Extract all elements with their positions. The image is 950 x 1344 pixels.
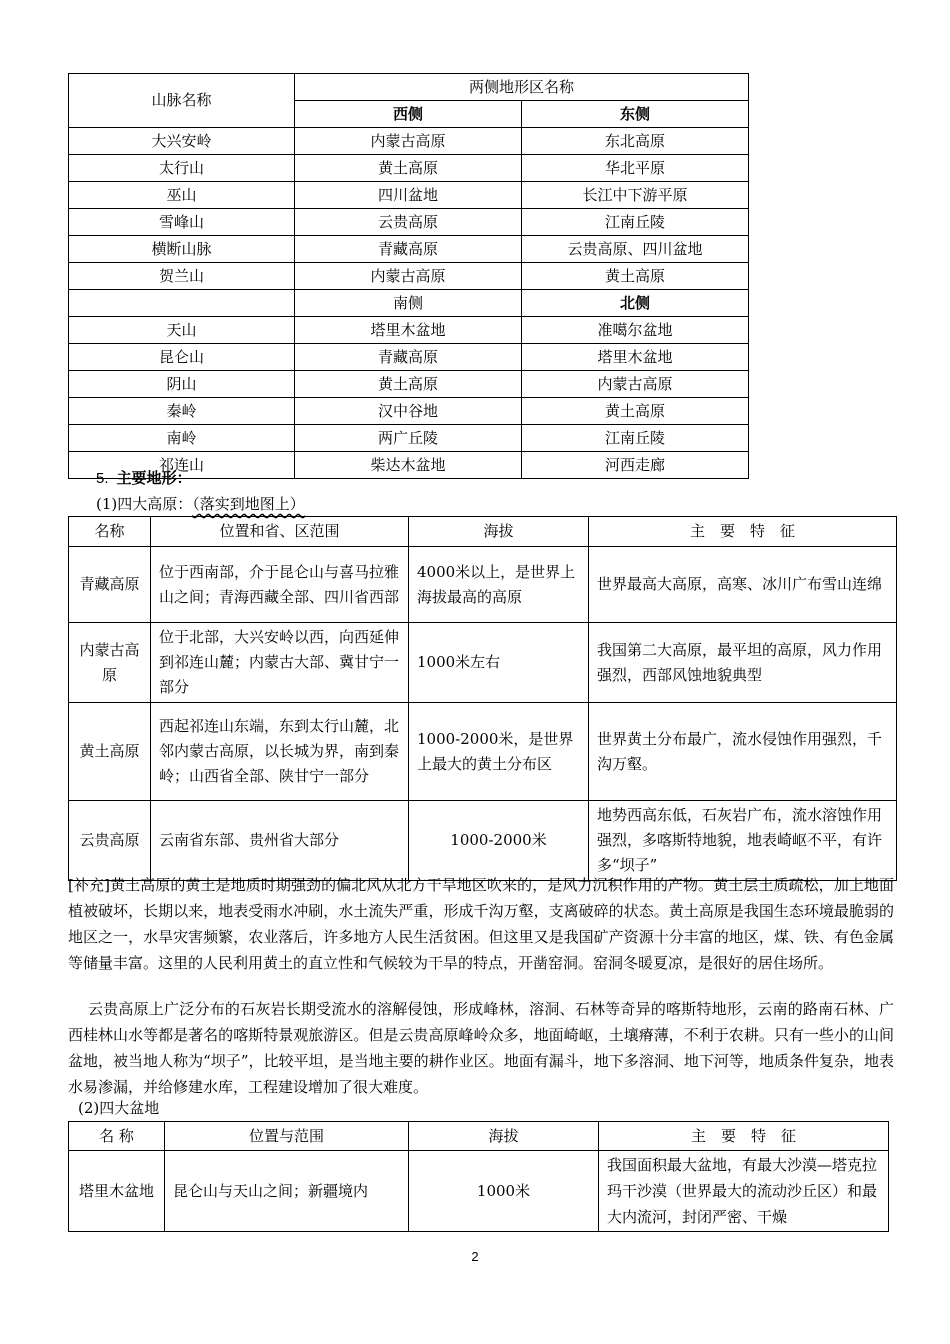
mountain-name-cell: 大兴安岭 [69, 128, 295, 155]
east-terrain-cell: 江南丘陵 [522, 209, 749, 236]
west-terrain-cell: 黄土高原 [295, 155, 522, 182]
south-terrain-cell: 黄土高原 [295, 371, 522, 398]
table-row [69, 623, 897, 703]
east-terrain-cell: 黄土高原 [522, 263, 749, 290]
column-header: 海拔 [409, 1122, 599, 1151]
plateaus-table [68, 516, 897, 881]
table-row [69, 182, 749, 209]
elevation-cell: 1000-2000米，是世界上最大的黄土分布区 [409, 703, 589, 801]
table-row [69, 703, 897, 801]
elevation-cell: 1000米左右 [409, 623, 589, 703]
table-header-row [69, 517, 897, 547]
header-side-terrain: 两侧地形区名称 [295, 74, 749, 101]
features-cell: 世界最高大高原，高寒、冰川广布雪山连绵 [589, 547, 897, 623]
plateaus-subheading [96, 493, 305, 514]
header-east: 东侧 [522, 101, 749, 128]
column-header: 主 要 特 征 [599, 1122, 889, 1151]
mountain-name-cell: 贺兰山 [69, 263, 295, 290]
mountain-name-cell: 巫山 [69, 182, 295, 209]
location-cell: 西起祁连山东端，东到太行山麓，北邻内蒙古高原，以长城为界，南到秦岭；山西省全部、陕甘宁一部分 [151, 703, 409, 801]
location-cell: 位于北部，大兴安岭以西，向西延伸到祁连山麓；内蒙古大部、冀甘宁一部分 [151, 623, 409, 703]
table-row [69, 317, 749, 344]
north-terrain-cell: 河西走廊 [522, 452, 749, 479]
table-row [69, 236, 749, 263]
south-terrain-cell: 青藏高原 [295, 344, 522, 371]
header-mountain-name: 山脉名称 [69, 74, 295, 128]
mountain-name-cell: 雪峰山 [69, 209, 295, 236]
elevation-cell: 4000米以上，是世界上海拔最高的高原 [409, 547, 589, 623]
south-terrain-cell: 塔里木盆地 [295, 317, 522, 344]
west-terrain-cell: 青藏高原 [295, 236, 522, 263]
west-terrain-cell: 内蒙古高原 [295, 128, 522, 155]
mountain-name-cell: 横断山脉 [69, 236, 295, 263]
section-number: 5. [96, 470, 109, 487]
south-terrain-cell: 柴达木盆地 [295, 452, 522, 479]
table-row [69, 209, 749, 236]
plateau-name-cell: 黄土高原 [69, 703, 151, 801]
location-cell: 云南省东部、贵州省大部分 [151, 801, 409, 881]
column-header: 海拔 [409, 517, 589, 547]
location-cell: 位于西南部，介于昆仑山与喜马拉雅山之间；青海西藏全部、四川省西部 [151, 547, 409, 623]
table-row [69, 425, 749, 452]
plateau-name-cell: 内蒙古高原 [69, 623, 151, 703]
north-terrain-cell: 内蒙古高原 [522, 371, 749, 398]
south-terrain-cell: 两广丘陵 [295, 425, 522, 452]
column-header: 名 称 [69, 1122, 165, 1151]
north-terrain-cell: 黄土高原 [522, 398, 749, 425]
location-cell: 昆仑山与天山之间；新疆境内 [165, 1151, 409, 1232]
mountain-name-cell: 南岭 [69, 425, 295, 452]
supplement-loess: [补充]黄土高原的黄土是地质时期强劲的偏北风从北方干旱地区吹来的，是风力沉积作用的产物。黄土层土质疏松，加上地面植被破坏，长期以来，地表受雨水冲刷，水土流失严重，形成千沟万壑，支离破碎的状态。黄土高原是我国生态环境最脆弱的地区之一，水旱灾害频繁，农业落后，许多地方人民生活贫困。但这里又是我国矿产资源十分丰富的地区，煤、铁、有色金属等储量丰富。这里的人民利用黄土的直立性和气候较为干旱的特点，开凿窑洞。窑洞冬暖夏凉，是很好的居住场所。 [68, 876, 894, 972]
table-row [69, 263, 749, 290]
mountain-name-cell: 昆仑山 [69, 344, 295, 371]
table-row [69, 155, 749, 182]
west-terrain-cell: 内蒙古高原 [295, 263, 522, 290]
section-title: 主要地形： [116, 469, 192, 487]
mountain-name-cell: 阴山 [69, 371, 295, 398]
empty-cell [69, 290, 295, 317]
east-terrain-cell: 华北平原 [522, 155, 749, 182]
east-terrain-cell: 东北高原 [522, 128, 749, 155]
basins-table [68, 1121, 889, 1232]
table-row [69, 398, 749, 425]
header-south: 南侧 [295, 290, 522, 317]
north-terrain-cell: 准噶尔盆地 [522, 317, 749, 344]
features-cell: 我国第二大高原，最平坦的高原，风力作用强烈，西部风蚀地貌典型 [589, 623, 897, 703]
mountain-ranges-table [68, 73, 749, 479]
column-header: 位置和省、区范围 [151, 517, 409, 547]
features-cell: 世界黄土分布最广，流水侵蚀作用强烈，千沟万壑。 [589, 703, 897, 801]
supplement-yungui: 云贵高原上广泛分布的石灰岩长期受流水的溶解侵蚀，形成峰林，溶洞、石林等奇异的喀斯特地形，云南的路南石林、广西桂林山水等都是著名的喀斯特景观旅游区。但是云贵高原峰岭众多，地面崎岖，土壤瘠薄，不利于农耕。只有一些小的山间盆地，被当地人称为“坝子”，比较平坦，是当地主要的耕作业区。地面有漏斗，地下多溶洞、地下河等，地质条件复杂，地表水易渗漏，并给修建水库，工程建设增加了很大难度。 [68, 1000, 894, 1096]
column-header: 主 要 特 征 [589, 517, 897, 547]
column-header: 位置与范围 [165, 1122, 409, 1151]
mountain-name-cell: 祁连山 [69, 452, 295, 479]
plateau-name-cell: 青藏高原 [69, 547, 151, 623]
west-terrain-cell: 云贵高原 [295, 209, 522, 236]
table-row [69, 344, 749, 371]
table-row [69, 290, 749, 317]
south-terrain-cell: 汉中谷地 [295, 398, 522, 425]
plateau-name-cell: 云贵高原 [69, 801, 151, 881]
elevation-cell: 1000米 [409, 1151, 599, 1232]
basin-name-cell: 塔里木盆地 [69, 1151, 165, 1232]
east-terrain-cell: 长江中下游平原 [522, 182, 749, 209]
mountain-name-cell: 秦岭 [69, 398, 295, 425]
plateaus-label: (1)四大高原： [96, 495, 193, 513]
table-row [69, 1151, 889, 1232]
section-5-heading [96, 467, 192, 488]
mountain-name-cell: 天山 [69, 317, 295, 344]
west-terrain-cell: 四川盆地 [295, 182, 522, 209]
header-north: 北侧 [522, 290, 749, 317]
column-header: 名称 [69, 517, 151, 547]
table-row [69, 128, 749, 155]
elevation-cell: 1000-2000米 [409, 801, 589, 881]
features-cell: 我国面积最大盆地，有最大沙漠—塔克拉玛干沙漠（世界最大的流动沙丘区）和最大内流河，封闭严密、干燥 [599, 1151, 889, 1232]
page-number: 2 [471, 1249, 479, 1264]
table-row [69, 371, 749, 398]
basins-subheading: (2)四大盆地 [78, 1099, 160, 1117]
features-cell: 地势西高东低，石灰岩广布，流水溶蚀作用强烈，多喀斯特地貌，地表崎岖不平，有许多“坝子” [589, 801, 897, 881]
map-note: （落实到地图上） [192, 495, 305, 513]
table-row [69, 547, 897, 623]
table-header-row [69, 1122, 889, 1151]
mountain-name-cell: 太行山 [69, 155, 295, 182]
north-terrain-cell: 江南丘陵 [522, 425, 749, 452]
header-west: 西侧 [295, 101, 522, 128]
east-terrain-cell: 云贵高原、四川盆地 [522, 236, 749, 263]
north-terrain-cell: 塔里木盆地 [522, 344, 749, 371]
table-row [69, 801, 897, 881]
